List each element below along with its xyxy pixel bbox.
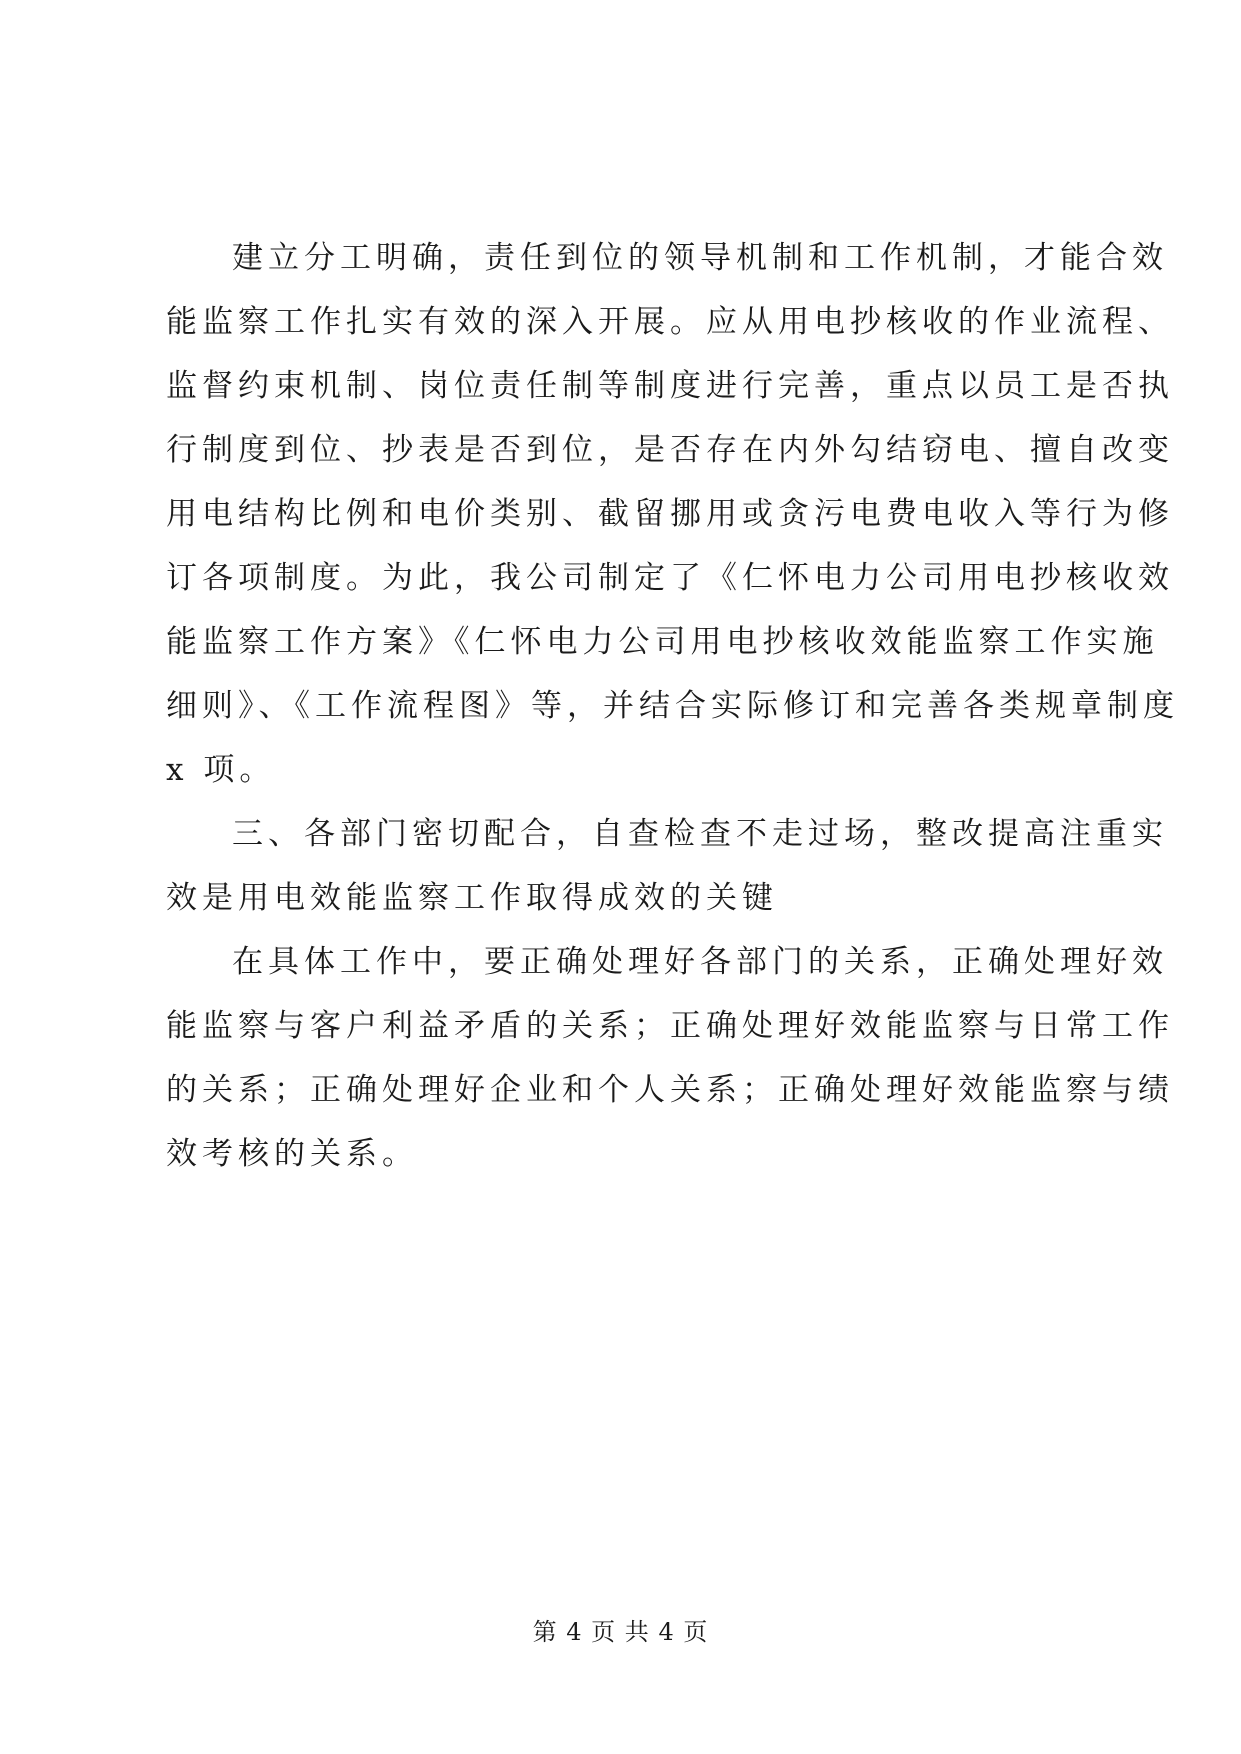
paragraph-1-line-8: 细则》、《工作流程图》等，并结合实际修订和完善各类规章制度 [166,688,1179,724]
paragraph-1-line-6: 订各项制度。为此，我公司制定了《仁怀电力公司用电抄核收效 [166,560,1174,596]
section-heading-line-2: 效是用电效能监察工作取得成效的关键 [166,880,778,916]
paragraph-3-line-4: 效考核的关系。 [166,1136,418,1172]
paragraph-1-line-9: x 项。 [166,752,276,788]
paragraph-1-line-4: 行制度到位、抄表是否到位，是否存在内外勾结窃电、擅自改变 [166,432,1174,468]
paragraph-3-line-1: 在具体工作中，要正确处理好各部门的关系，正确处理好效 [232,944,1168,980]
paragraph-1-line-5: 用电结构比例和电价类别、截留挪用或贪污电费电收入等行为修 [166,496,1174,532]
paragraph-1-line-1: 建立分工明确，责任到位的领导机制和工作机制，才能合效 [232,240,1168,276]
section-heading-line-1: 三、各部门密切配合，自查检查不走过场，整改提高注重实 [232,816,1168,852]
paragraph-3-line-2: 能监察与客户利益矛盾的关系；正确处理好效能监察与日常工作 [166,1008,1174,1044]
paragraph-1-line-7: 能监察工作方案》《仁怀电力公司用电抄核收效能监察工作实施 [166,624,1159,660]
paragraph-1-line-2: 能监察工作扎实有效的深入开展。应从用电抄核收的作业流程、 [166,304,1174,340]
paragraph-3-line-3: 的关系；正确处理好企业和个人关系；正确处理好效能监察与绩 [166,1072,1174,1108]
page-footer: 第 4 页 共 4 页 [532,1618,709,1646]
paragraph-1-line-3: 监督约束机制、岗位责任制等制度进行完善，重点以员工是否执 [166,368,1174,404]
document-body [166,226,1179,1186]
